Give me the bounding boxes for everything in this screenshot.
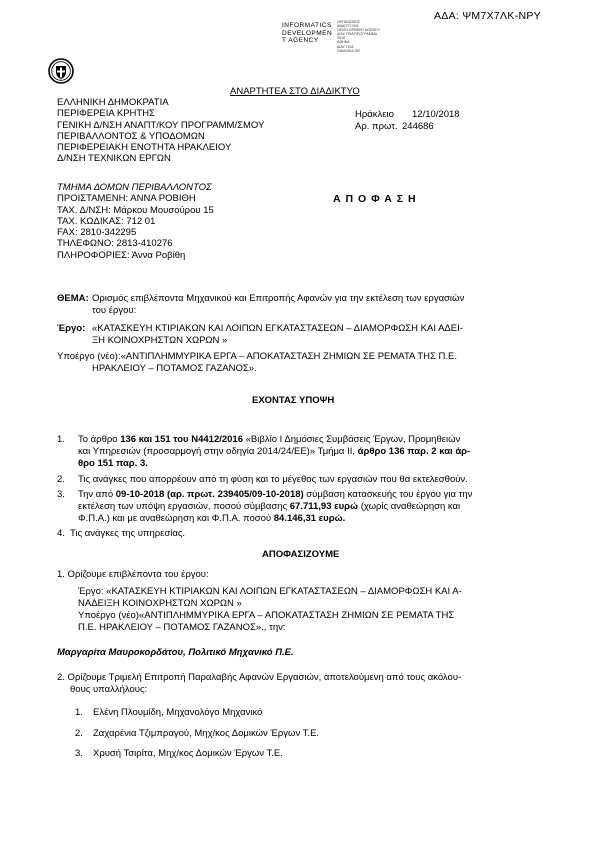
item-number: 1. [57,434,65,445]
decision-project-line: ΝΑΔΕΙΞΗ ΚΟΙΝΟΧΡΗΣΤΩΝ ΧΩΡΩΝ » [78,598,242,609]
item-text: «Βιβλίο Ι Δημόσιες Συμβάσεις Έργων, Προμηθειών [243,434,461,445]
issuer-line: Δ/ΝΣΗ ΤΕΧΝΙΚΩΝ ΕΡΓΩΝ [57,153,171,165]
protocol-label: Αρ. πρωτ. [355,121,398,132]
considering-heading: ΕΧΟΝΤΑΣ ΥΠΟΨΗ [252,395,335,406]
agency-logo-line: T AGENCY [282,37,319,44]
agency-logo-small-line: ΔΙΑΥ ΓΕΙΑ ΠΡΟΓΡΑΜΜΑ [337,32,378,37]
item-line [78,501,460,512]
article-reference: θρο 151 παρ. 3. [78,458,148,469]
subject-line: Ορισμός επιβλέποντα Μηχανικού και Επιτροπής Αφανών για την εκτέλεση των εργασιών [92,293,465,304]
department-postcode: ΤΑΧ. ΚΩΔΙΚΑΣ: 712 01 [57,215,156,227]
supervising-engineer: Μαργαρίτα Μαυροκορδάτου, Πολιτικό Μηχανικό Π.Ε. [57,647,294,658]
agency-logo-small-line: DEVELOPMENT AGENCY [337,28,381,33]
department-head: ΠΡΟΙΣΤΑΜΕΝΗ: ΑΝΝΑ ΡΟΒΙΘΗ [57,193,196,205]
document-title: Α Π Ο Φ Α Σ Η [333,193,417,205]
member-number: 1. [75,707,83,718]
item-line [78,513,345,524]
issuer-line: ΠΕΡΙΦΕΡΕΙΑΚΗ ΕΝΟΤΗΤΑ ΗΡΑΚΛΕΙΟΥ [57,142,232,154]
total-amount: 84.146,31 ευρώ. [273,513,346,524]
department-address: ΤΑΧ. Δ/ΝΣΗ: Μάρκου Μουσούρου 15 [57,204,214,216]
agency-logo-small-line: DIAVGEIA GR [337,48,360,53]
place-label: Ηράκλειο [355,109,394,120]
member-number: 2. [75,728,83,739]
decision-subproject-line: Υποέργο (νέο)«ΑΝΤΙΠΛΗΜΜΥΡΙΚΑ ΕΡΓΑ – ΑΠΟΚΑΤΑΣΤΑΣΗ ΖΗΜΙΩΝ ΣΕ ΡΕΜΑΤΑ ΤΗΣ [78,610,455,621]
issuer-line: ΓΕΝΙΚΗ Δ/ΝΣΗ ΑΝΑΠΤ/ΚΟΥ ΠΡΟΓΡΑΜΜ/ΣΜΟΥ [57,119,265,131]
contract-reference: 09-10-2018 (αρ. πρωτ. 239405/09-10-2018) [115,489,304,500]
issuer-line: ΠΕΡΙΒΑΛΛΟΝΤΟΣ & ΥΠΟΔΟΜΩΝ [57,130,205,142]
article-reference: άρθρο 136 παρ. 2 και άρ- [357,446,471,457]
contract-amount: 67.711,93 ευρώ [289,501,359,512]
issuer-block [57,97,264,165]
member-name: Ζαχαρένια Τζιμπραγού, Μηχ/κος Δομικών Έργων Τ.Ε. [93,728,320,739]
member-name: Ελένη Πλουμίδη, Μηχανολόγο Μηχανικό [93,707,263,718]
ada-code: ΑΔΑ: ΨΜ7Χ7ΛΚ-ΝΡΥ [434,10,541,22]
item-number: 4. [57,528,65,539]
decision-intro: 1. Ορίζουμε επιβλέποντα του έργου: [57,569,209,580]
item-line [78,434,460,445]
subproject-line: Υποέργο (νέο):«ΑΝΤΙΠΛΗΜΜΥΡΙΚΑ ΕΡΓΑ – ΑΠΟΚΑΤΑΣΤΑΣΗ ΖΗΜΙΩΝ ΣΕ ΡΕΜΑΤΑ ΤΗΣ Π.Ε. [57,351,457,362]
project-label: Έργο: [57,323,86,334]
item-text: Τις ανάγκες της υπηρεσίας. [70,528,186,539]
subject-line: του έργου: [92,305,137,316]
document-date: 12/10/2018 [412,109,460,120]
item-text: Τις ανάγκες που απορρέουν από τη φύση και το μέγεθος των εργασιών που θα εκτελεσθούν. [78,474,468,485]
protocol-number: 244686 [402,121,434,132]
item-line [78,446,470,457]
decision-project-line: Έργο: «ΚΑΤΑΣΚΕΥΗ ΚΤΙΡΙΑΚΩΝ ΚΑΙ ΛΟΙΠΩΝ ΕΓΚΑΤΑΣΤΑΣΕΩΝ – ΔΙΑΜΟΡΦΩΣΗ ΚΑΙ Α- [78,586,462,597]
item-text: Φ.Π.Α.) και με αναθεώρηση και Φ.Π.Α. ποσού [78,513,274,524]
department-block [57,182,214,261]
department-name: ΤΜΗΜΑ ΔΟΜΩΝ ΠΕΡΙΒΑΛΛΟΝΤΟΣ [57,182,212,193]
subproject-line: ΗΡΑΚΛΕΙΟΥ – ΠΟΤΑΜΟΣ ΓΑΖΑΝΟΣ». [92,363,257,374]
member-name: Χρυσή Τσιρίτα, Μηχ/κος Δομικών Έργων Τ.Ε. [93,748,283,759]
posting-note: ΑΝΑΡΤΗΤΕΑ ΣΤΟ ΔΙΑΔΙΚΤΥΟ [230,86,360,97]
issuer-line: ΕΛΛΗΝΙΚΗ ΔΗΜΟΚΡΑΤΙΑ [57,97,169,108]
greek-coat-of-arms-icon [48,58,74,84]
item-text: (χωρίς αναθεώρηση και [358,501,461,512]
item-text: Το άρθρο [78,434,121,445]
item-number: 3. [57,489,65,500]
committee-intro: 2. Ορίζουμε Τριμελή Επιτροπή Παραλαβής Αφανών Εργασιών, αποτελούμενη από τους ακόλου- [57,672,462,683]
item-text: σύμβαση κατασκευής του έργου για την [303,489,473,500]
agency-logo-small-line: ΔΙΑΥ ΓΕΙΑ [337,44,354,49]
agency-logo-smallprint [337,20,380,53]
item-text: και Υπηρεσιών (προσαρμογή στην οδηγία 2014/24/ΕΕ)» Τμήμα ΙΙ, [78,446,358,457]
department-phone: ΤΗΛΕΦΩΝΟ: 2813-410276 [57,238,173,250]
agency-logo-small-line: ΑΘΗΝΑ [337,40,350,45]
department-info: ΠΛΗΡΟΦΟΡΙΕΣ: Άννα Ροβίθη [57,249,186,261]
department-fax: FAX: 2810-342295 [57,227,137,239]
law-reference: 136 και 151 του Ν4412/2016 [120,434,243,445]
issuer-line: ΠΕΡΙΦΕΡΕΙΑ ΚΡΗΤΗΣ [57,108,155,120]
committee-intro: θους υπαλλήλους: [70,684,148,695]
agency-logo-text [282,22,332,45]
member-number: 3. [75,748,83,759]
agency-logo-small-line: ΟΡΓΑΝΙΣΜΟΣ [337,20,361,24]
agency-logo-line: DEVELOPMEN [282,29,333,37]
agency-logo-small-line: ΑΝΑΠΤΥΞΗΣ [337,24,359,29]
subject-label: ΘΕΜΑ: [57,293,89,304]
item-line [78,489,472,500]
decision-subproject-line: Π.Ε. ΗΡΑΚΛΕΙΟΥ – ΠΟΤΑΜΟΣ ΓΑΖΑΝΟΣ»., την: [78,622,286,633]
project-title-line: «ΚΑΤΑΣΚΕΥΗ ΚΤΙΡΙΑΚΩΝ ΚΑΙ ΛΟΙΠΩΝ ΕΓΚΑΤΑΣΤΑΣΕΩΝ – ΔΙΑΜΟΡΦΩΣΗ ΚΑΙ ΑΔΕΙ- [92,323,463,334]
decide-heading: ΑΠΟΦΑΣΙΖΟΥΜΕ [262,549,340,560]
agency-logo-small-line: 2018 [337,36,345,41]
project-title-line: ΞΗ ΚΟΙΝΟΧΡΗΣΤΩΝ ΧΩΡΩΝ » [92,335,228,346]
item-text: εκτέλεση των υπόψη εργασιών, ποσού σύμβασης [78,501,290,512]
item-text: Την από [78,489,116,500]
agency-logo-line: INFORMATICS [282,22,332,29]
item-number: 2. [57,474,65,485]
